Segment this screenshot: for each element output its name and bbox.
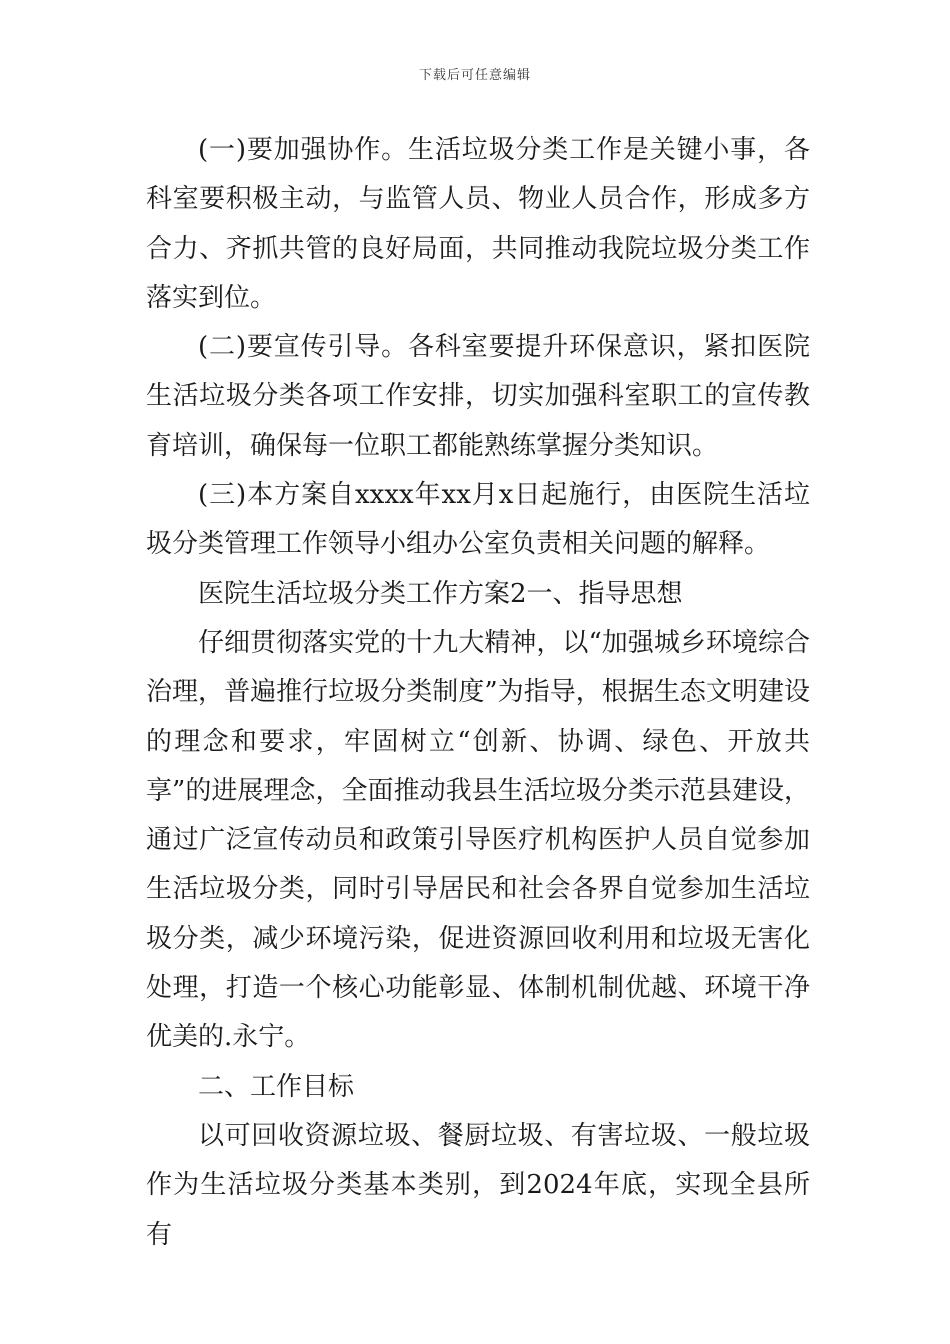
document-body	[146, 126, 810, 1260]
paragraph-guiding-ideology: 仔细贯彻落实党的十九大精神，以“加强城乡环境综合治理，普遍推行垃圾分类制度”为指导，根据生态文明建设的理念和要求，牢固树立“创新、协调、绿色、开放共享”的进展理念，全面推动我县生活垃圾分类示范县建设，通过广泛宣传动员和政策引导医疗机构医护人员自觉参加生活垃圾分类，同时引导居民和社会各界自觉参加生活垃圾分类，减少环境污染，促进资源回收利用和垃圾无害化处理，打造一个核心功能彰显、体制机制优越、环境干净优美的.永宁。	[146, 627, 810, 1053]
paragraph-publicity: (二)要宣传引导。各科室要提升环保意识，紧扣医院生活垃圾分类各项工作安排，切实加强科室职工的宣传教育培训，确保每一位职工都能熟练掌握分类知识。	[146, 332, 810, 461]
paragraph-work-goals: 以可回收资源垃圾、餐厨垃圾、有害垃圾、一般垃圾作为生活垃圾分类基本类别，到2024年底，实现全县所有	[146, 1120, 810, 1250]
paragraph-effective-date: (三)本方案自xxxx年xx月x日起施行，由医院生活垃圾分类管理工作领导小组办公室负责相关问题的解释。	[146, 480, 810, 560]
section-heading-work-goals: 二、工作目标	[198, 1071, 355, 1102]
section-heading-guiding-ideology: 医院生活垃圾分类工作方案2一、指导思想	[198, 578, 683, 609]
paragraph-coordination: (一)要加强协作。生活垃圾分类工作是关键小事，各科室要积极主动，与监管人员、物业人员合作，形成多方合力、齐抓共管的良好局面，共同推动我院垃圾分类工作落实到位。	[146, 135, 810, 313]
page-header: 下载后可任意编辑	[418, 68, 531, 83]
